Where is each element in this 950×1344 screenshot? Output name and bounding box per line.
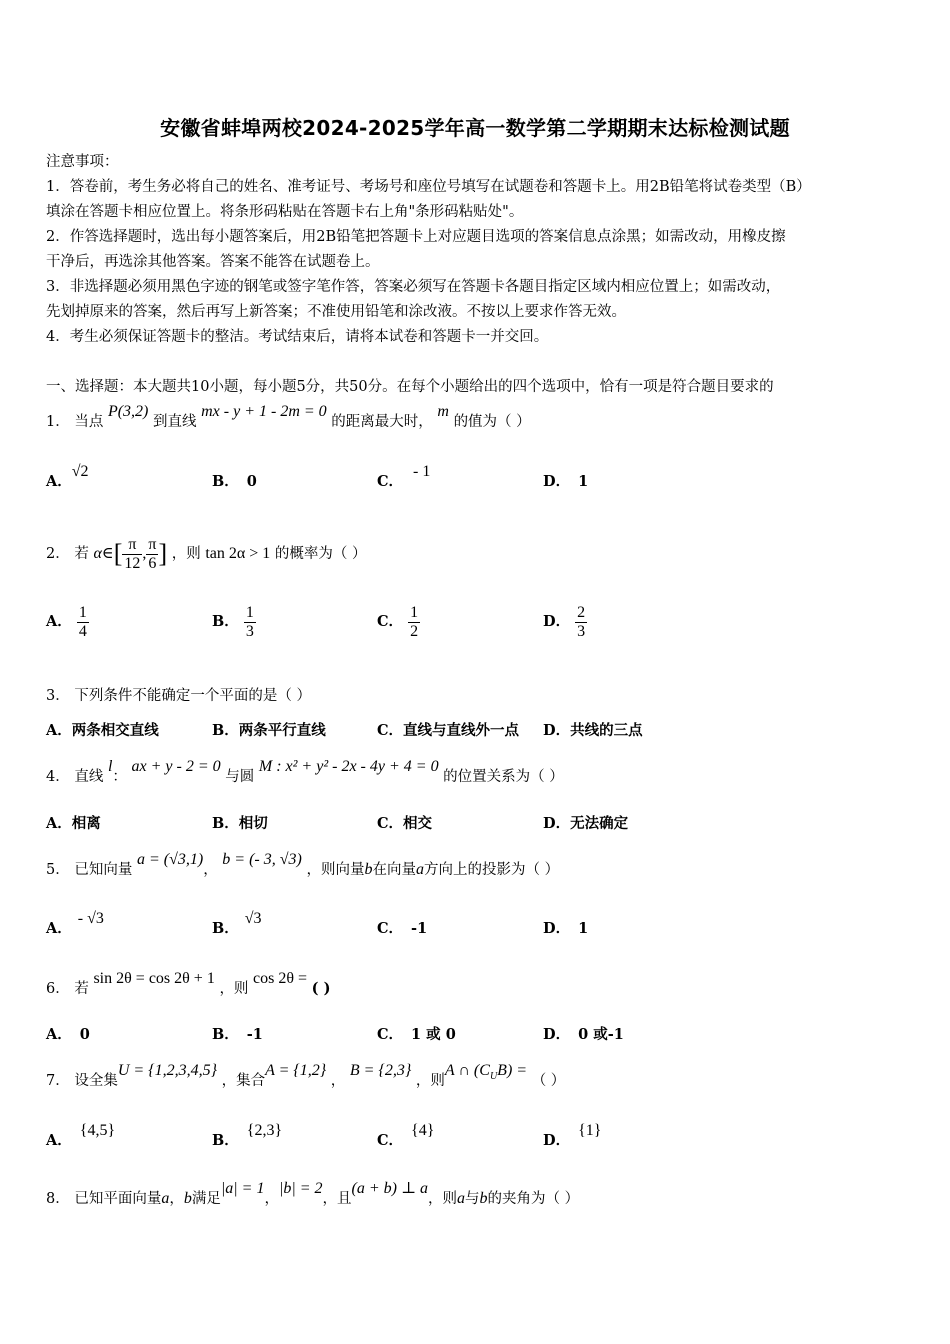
q8-number: 8． bbox=[46, 1191, 70, 1207]
option-value: √3 bbox=[244, 910, 262, 927]
question-2: 2． 若 α∈[ $\frac{\pi}{12}$ , $\frac{\pi}{6}$ ] ，则 tan 2α > 1 的概率为（ ） bbox=[46, 535, 367, 572]
q1-text: 当点 bbox=[74, 414, 104, 430]
q4-option-b bbox=[212, 814, 268, 834]
option-label: D． bbox=[543, 613, 571, 630]
q2-option-a: A． $\frac{1}{4}$ bbox=[46, 603, 87, 640]
q2-option-b: B． $\frac{1}{3}$ bbox=[212, 603, 254, 640]
q6-text: 若 bbox=[74, 981, 89, 997]
option-value: 1 bbox=[578, 920, 589, 937]
notice-line-2: 填涂在答题卡相应位置上。将条形码粘贴在答题卡右上角"条形码粘贴处"。 bbox=[46, 204, 524, 220]
q2-condition: tan 2α > 1 bbox=[205, 545, 271, 562]
option-value: - √3 bbox=[77, 910, 104, 927]
q8-a: a bbox=[457, 1190, 466, 1207]
q2-text: 的概率为（ ） bbox=[274, 546, 367, 562]
q5-a: a bbox=[415, 861, 424, 878]
q5-vector-a: a = (√3,1) bbox=[136, 851, 204, 868]
q7-set-a: A = {1,2} bbox=[265, 1062, 327, 1079]
option-value: 两条平行直线 bbox=[238, 722, 326, 739]
q7-text: ，集合 bbox=[221, 1073, 266, 1089]
option-label: A． bbox=[46, 1026, 72, 1043]
q2-text: ，则 bbox=[171, 546, 201, 562]
q7-option-a bbox=[46, 1122, 116, 1151]
q8-a: a bbox=[161, 1190, 170, 1207]
q2-frac-2: $\frac{\pi}{6}$ bbox=[148, 535, 157, 572]
option-label: C． bbox=[377, 920, 404, 937]
q7-universal-set: U = {1,2,3,4,5} bbox=[117, 1062, 217, 1079]
option-value: √2 bbox=[71, 463, 89, 480]
option-label: C． bbox=[377, 722, 404, 739]
q7-option-b bbox=[212, 1122, 283, 1151]
option-value: -1 bbox=[246, 1026, 263, 1043]
q2-option-d: D． $\frac{2}{3}$ bbox=[543, 603, 586, 640]
q2-number: 2． bbox=[46, 546, 70, 562]
q5-text: ，则向量 bbox=[306, 862, 365, 878]
question-1 bbox=[46, 403, 531, 432]
notice-heading: 注意事项： bbox=[46, 154, 119, 170]
q4-line-name: l bbox=[107, 758, 113, 775]
option-label: B． bbox=[212, 815, 239, 832]
option-label: A． bbox=[46, 1132, 72, 1149]
notice-line-3: 2．作答选择题时，选出每小题答案后，用2B铅笔把答题卡上对应题目选项的答案信息点涂黑；如需改动，用橡皮擦 bbox=[46, 229, 786, 245]
option-label: D． bbox=[543, 473, 571, 490]
q6-equation: sin 2θ = cos 2θ + 1 bbox=[93, 970, 215, 987]
q5-option-d bbox=[543, 919, 588, 939]
q8-b: b bbox=[183, 1190, 192, 1207]
notice-line-4: 干净后，再选涂其他答案。答案不能答在试题卷上。 bbox=[46, 254, 380, 270]
q6-option-d bbox=[543, 1025, 624, 1045]
q4-number: 4． bbox=[46, 769, 70, 785]
option-value: {2,3} bbox=[246, 1122, 283, 1139]
option-label: A． bbox=[46, 722, 72, 739]
q8-norm-a: |a| = 1 bbox=[220, 1180, 265, 1197]
option-value: {1} bbox=[578, 1122, 602, 1139]
question-4 bbox=[46, 758, 564, 787]
option-value: 相切 bbox=[238, 815, 268, 832]
q4-line-eq: ax + y - 2 = 0 bbox=[131, 758, 221, 775]
q7-number: 7． bbox=[46, 1073, 70, 1089]
option-value: 共线的三点 bbox=[570, 722, 643, 739]
option-label: A． bbox=[46, 613, 72, 630]
q4-text: 与圆 bbox=[225, 769, 255, 785]
option-label: B． bbox=[212, 722, 239, 739]
q8-text: ，且 bbox=[322, 1191, 352, 1207]
option-label: C． bbox=[377, 1026, 404, 1043]
q7-text: ，则 bbox=[415, 1073, 445, 1089]
option-value: 两条相交直线 bbox=[71, 722, 159, 739]
q8-text: 的夹角为（ ） bbox=[487, 1191, 580, 1207]
q8-text: 与 bbox=[465, 1191, 480, 1207]
option-label: D． bbox=[543, 722, 571, 739]
q6-option-c bbox=[377, 1025, 456, 1045]
q5-option-c bbox=[377, 919, 427, 939]
q5-text: 在向量 bbox=[372, 862, 416, 878]
q1-text: 到直线 bbox=[153, 414, 197, 430]
q2-alpha: α∈ bbox=[93, 545, 114, 562]
q4-text: 直线 bbox=[74, 769, 104, 785]
q8-text: 满足 bbox=[191, 1191, 221, 1207]
q6-option-a bbox=[46, 1025, 90, 1045]
q5-comma: ， bbox=[203, 862, 218, 878]
q3-option-a bbox=[46, 721, 159, 741]
q1-point: P(3,2) bbox=[107, 403, 149, 420]
q5-text: 已知向量 bbox=[74, 862, 133, 878]
option-value: {4} bbox=[411, 1122, 435, 1139]
q4-option-d bbox=[543, 814, 628, 834]
option-value: 相离 bbox=[71, 815, 101, 832]
section-heading: 一、选择题：本大题共10小题，每小题5分，共50分。在每个小题给出的四个选项中，恰有一项是符合题目要求的 bbox=[46, 379, 774, 395]
q1-line-eq: mx - y + 1 - 2m = 0 bbox=[201, 403, 327, 420]
notice-line-6: 先划掉原来的答案，然后再写上新答案；不准使用铅笔和涂改液。不按以上要求作答无效。 bbox=[46, 304, 626, 320]
q5-option-b bbox=[212, 910, 262, 939]
q4-colon: ： bbox=[112, 769, 127, 785]
q3-option-d bbox=[543, 721, 643, 741]
option-value: 1 或 0 bbox=[411, 1026, 456, 1043]
notice-line-5: 3．非选择题必须用黑色字迹的钢笔或签字笔作答，答案必须写在答题卡各题目指定区域内相应位置上；如需改动， bbox=[46, 279, 781, 295]
option-label: C． bbox=[377, 1132, 404, 1149]
option-value: 0 bbox=[79, 1026, 90, 1043]
option-value: {4,5} bbox=[79, 1122, 116, 1139]
q4-text: 的位置关系为（ ） bbox=[443, 769, 564, 785]
q4-circle-eq: M : x² + y² - 2x - 4y + 4 = 0 bbox=[258, 758, 439, 775]
option-label: B． bbox=[212, 1026, 239, 1043]
q8-norm-b: |b| = 2 bbox=[278, 1180, 323, 1197]
q7-text: （ ） bbox=[531, 1073, 566, 1089]
option-label: B． bbox=[212, 473, 239, 490]
option-label: D． bbox=[543, 1026, 571, 1043]
q6-number: 6． bbox=[46, 981, 70, 997]
option-label: B． bbox=[212, 920, 239, 937]
q2-text: 若 bbox=[74, 546, 89, 562]
q4-option-a bbox=[46, 814, 101, 834]
q1-text: 的距离最大时， bbox=[331, 414, 433, 430]
option-value: 1 bbox=[578, 473, 589, 490]
option-value: 无法确定 bbox=[570, 815, 629, 832]
q6-option-b bbox=[212, 1025, 263, 1045]
q7-comma: ， bbox=[330, 1073, 346, 1089]
q7-set-b: B = {2,3} bbox=[349, 1062, 412, 1079]
option-value: - 1 bbox=[413, 463, 431, 480]
option-value: 直线与直线外一点 bbox=[403, 722, 520, 739]
option-label: D． bbox=[543, 815, 571, 832]
q6-text: ( ) bbox=[311, 980, 331, 997]
q6-text: ，则 bbox=[219, 981, 249, 997]
q7-expression: A ∩ $(C_UB)$ = bbox=[444, 1062, 528, 1083]
page-title: 安徽省蚌埠两校2024-2025学年高一数学第二学期期末达标检测试题 bbox=[160, 116, 790, 140]
q1-var: m bbox=[437, 403, 449, 420]
q8-comma: ， bbox=[169, 1191, 184, 1207]
option-label: A． bbox=[46, 473, 72, 490]
option-label: B． bbox=[212, 613, 239, 630]
q2-frac-1: $\frac{\pi}{12}$ bbox=[124, 535, 141, 572]
notice-line-7: 4．考生必须保证答题卡的整洁。考试结束后，请将本试卷和答题卡一并交回。 bbox=[46, 329, 549, 345]
q2-option-c: C． $\frac{1}{2}$ bbox=[377, 603, 419, 640]
q1-text: 的值为（ ） bbox=[453, 414, 531, 430]
q5-text: 方向上的投影为（ ） bbox=[423, 862, 560, 878]
q8-text: 已知平面向量 bbox=[74, 1191, 162, 1207]
question-7 bbox=[46, 1062, 566, 1097]
q6-ask: cos 2θ = bbox=[253, 970, 308, 987]
option-label: D． bbox=[543, 920, 571, 937]
q1-option-b bbox=[212, 472, 257, 492]
option-label: C． bbox=[377, 613, 404, 630]
question-5 bbox=[46, 851, 560, 880]
option-label: D． bbox=[543, 1132, 571, 1149]
q5-option-a bbox=[46, 910, 104, 939]
q7-text: 设全集 bbox=[74, 1073, 118, 1089]
q3-option-b bbox=[212, 721, 326, 741]
option-label: B． bbox=[212, 1132, 239, 1149]
question-6 bbox=[46, 970, 331, 999]
q1-option-a bbox=[46, 463, 89, 492]
option-value: 相交 bbox=[403, 815, 433, 832]
q5-number: 5． bbox=[46, 862, 70, 878]
q5-vector-b: b = (- 3, √3) bbox=[222, 851, 302, 868]
q3-option-c bbox=[377, 721, 519, 741]
q1-number: 1． bbox=[46, 414, 70, 430]
option-label: A． bbox=[46, 815, 72, 832]
q5-b: b bbox=[364, 861, 373, 878]
notice-line-1: 1．答卷前，考生务必将自己的姓名、准考证号、考场号和座位号填写在试题卷和答题卡上。用2B铅笔将试卷类型（B） bbox=[46, 179, 811, 195]
question-8 bbox=[46, 1180, 580, 1209]
option-value: -1 bbox=[411, 920, 428, 937]
option-label: C． bbox=[377, 815, 404, 832]
q1-option-c bbox=[377, 463, 431, 492]
q8-text: ，则 bbox=[428, 1191, 458, 1207]
q8-b: b bbox=[479, 1190, 488, 1207]
q7-option-d bbox=[543, 1122, 602, 1151]
q8-perpendicular: (a + b) ⊥ a bbox=[351, 1180, 429, 1197]
question-3: 3． 下列条件不能确定一个平面的是（ ） bbox=[46, 688, 311, 704]
option-value: 0 bbox=[246, 473, 257, 490]
q7-option-c bbox=[377, 1122, 435, 1151]
option-label: A． bbox=[46, 920, 72, 937]
option-label: C． bbox=[377, 473, 404, 490]
q8-comma: ， bbox=[264, 1191, 279, 1207]
q4-option-c bbox=[377, 814, 432, 834]
q1-option-d bbox=[543, 472, 588, 492]
option-value: 0 或-1 bbox=[578, 1026, 624, 1043]
